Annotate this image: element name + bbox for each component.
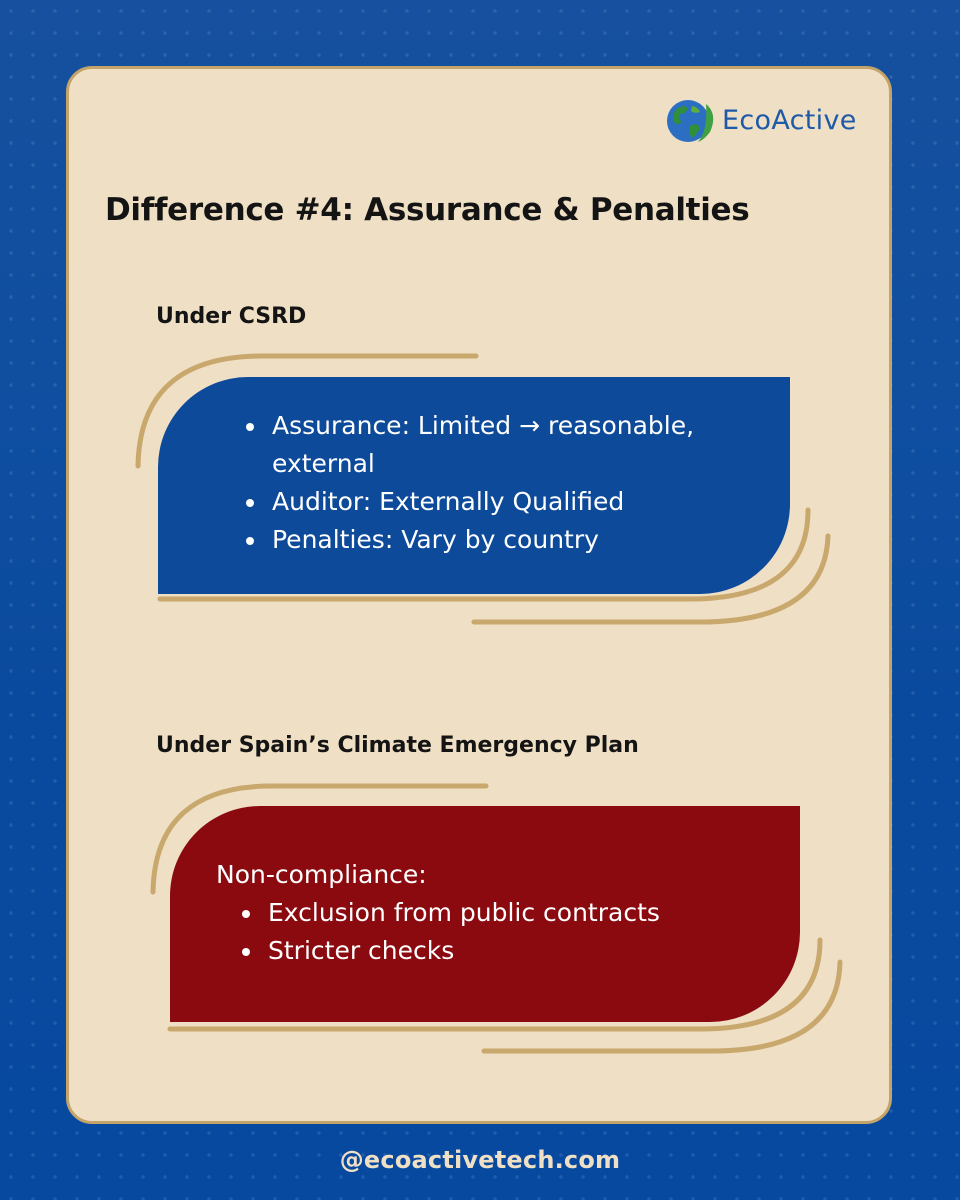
list-item-continuation bbox=[246, 445, 750, 483]
spain-panel bbox=[170, 806, 800, 1022]
list-item: Penalties: Vary by country bbox=[246, 521, 750, 559]
spain-bullet-list bbox=[216, 894, 760, 970]
list-item: Assurance: Limited → reasonable, bbox=[246, 407, 750, 445]
list-item: Stricter checks bbox=[242, 932, 760, 970]
section-label-spain: Under Spain’s Climate Emergency Plan bbox=[156, 733, 639, 758]
csrd-panel bbox=[158, 377, 790, 594]
page-title: Difference #4: Assurance & Penalties bbox=[105, 192, 750, 228]
brand-name: EcoActive bbox=[722, 104, 857, 136]
list-item-continuation-text: external bbox=[272, 449, 375, 478]
footer-handle: @ecoactivetech.com bbox=[339, 1146, 621, 1174]
globe-leaf-icon bbox=[662, 92, 718, 148]
section-label-csrd: Under CSRD bbox=[156, 304, 307, 329]
non-compliance-heading: Non-compliance: bbox=[216, 860, 427, 889]
brand-logo bbox=[662, 92, 872, 148]
list-item: Exclusion from public contracts bbox=[242, 894, 760, 932]
csrd-bullet-list bbox=[246, 407, 750, 559]
list-item: Auditor: Externally Qualified bbox=[246, 483, 750, 521]
